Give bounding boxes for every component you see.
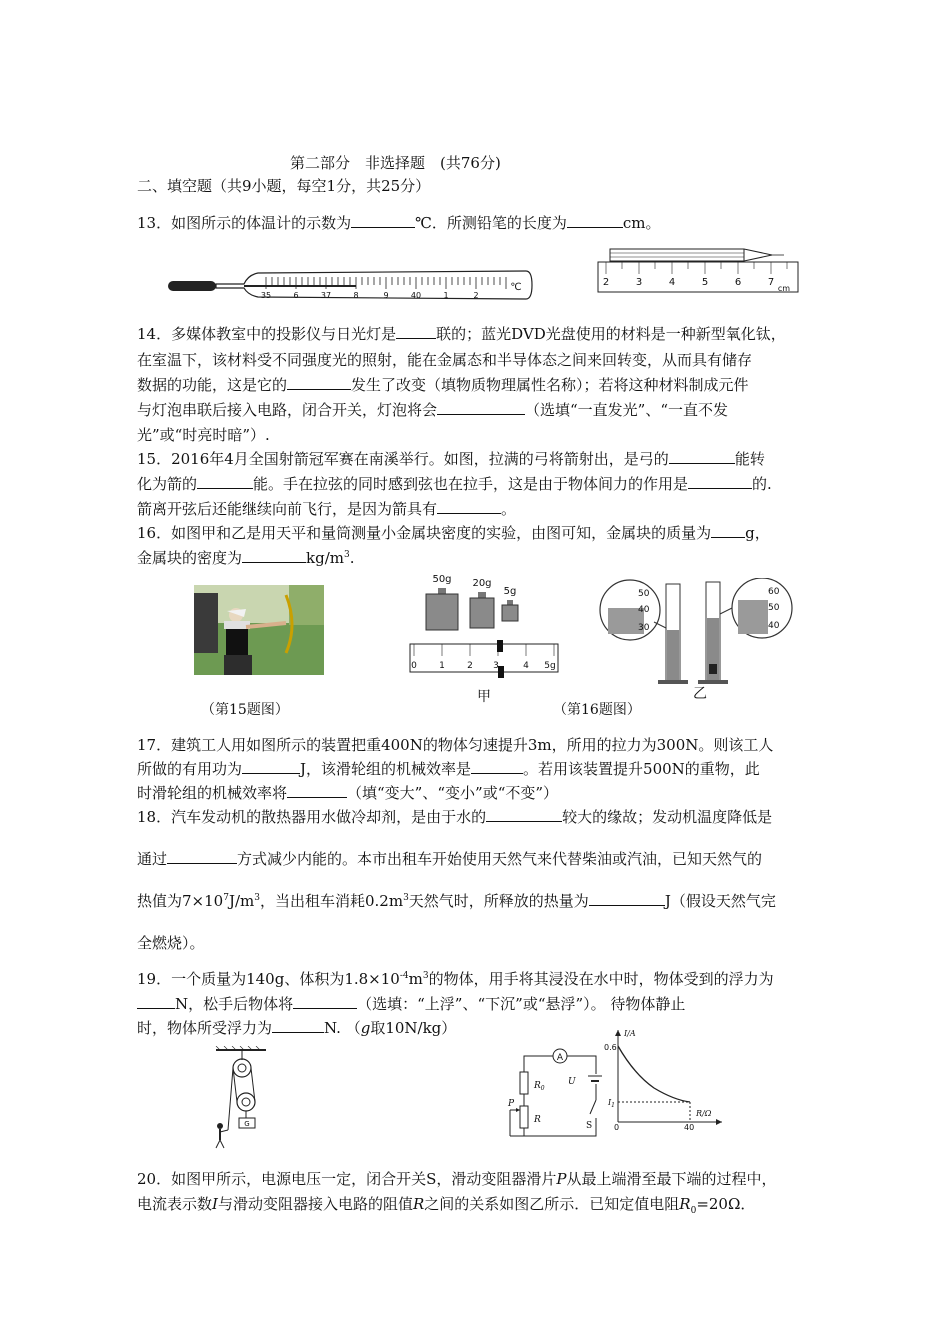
question-19-line-3: 时，物体所受浮力为 N. （g取10N/kg） [137, 1019, 457, 1037]
question-20-line-1: 20．如图甲所示，电源电压一定，闭合开关S，滑动变阻器滑片P从最上端滑至最下端的过程中， [137, 1170, 777, 1188]
ruler-tick: 5 [701, 277, 709, 288]
pulley-figure [206, 1046, 276, 1150]
thermometer-tick: 35 [260, 291, 272, 300]
thermometer-figure [166, 265, 536, 307]
ruler-tick: 7 [767, 277, 775, 288]
balance-tick: 4 [523, 661, 529, 671]
thermometer-tick: 1 [443, 291, 449, 300]
section-title: 二、填空题（共9小题，每空1分，共25分） [137, 177, 431, 195]
balance-tick: 0 [411, 661, 417, 671]
thermometer-tick: 8 [353, 291, 359, 300]
question-16-line-2: 金属块的密度为 $kg/m^3$. [137, 549, 355, 567]
thermometer-tick: 40 [410, 291, 422, 300]
question-18-line-1: 18．汽车发动机的散热器用水做冷却剂，是由于水的 较大的缘故；发动机温度降低是 [137, 808, 773, 826]
figure-15-caption: （第15题图） [201, 702, 289, 718]
question-14-line-3: 数据的功能，这是它的 发生了改变（填物质物理属性名称）；若将这种材料制成元件 [137, 376, 749, 394]
question-18-line-2: 通过 方式减少内能的。本市出租车开始使用天然气来代替柴油或汽油，已知天然气的 [137, 850, 763, 868]
question-19-line-1: 19．一个质量为140g、体积为$1.8\times 10^{-4}m^3$的物体，用手将其浸没在水中时，物体受到的浮力为 [137, 970, 774, 988]
answer-blank[interactable] [287, 375, 351, 390]
question-14-line-2: 在室温下，该材料受不同强度光的照射，能在金属态和半导体态之间来回转变，从而具有储存 [137, 351, 753, 369]
answer-blank[interactable] [396, 324, 436, 339]
y-tick: 0.6 [604, 1043, 617, 1052]
cylinder-2-tick: 40 [768, 621, 780, 631]
origin-label: 0 [614, 1123, 620, 1130]
y-mark: $I_1$ [608, 1098, 615, 1109]
question-17-line-3: 时滑轮组的机械效率将 （填“变大”、“变小”或“不变”） [137, 784, 559, 802]
answer-blank[interactable] [711, 523, 745, 538]
question-14-line-1: 14．多媒体教室中的投影仪与日光灯是 联的；蓝光DVD光盘使用的材料是一种新型氧化钛， [137, 325, 786, 343]
question-17-line-2: 所做的有用功为 J，该滑轮组的机械效率是 。若用该装置提升500N的重物，此 [137, 760, 760, 778]
cylinder-1-tick: 40 [638, 605, 650, 615]
y-axis-label: I/A [624, 1029, 636, 1038]
thermometer-tick: 9 [383, 291, 389, 300]
weight-label: 50g [432, 574, 452, 585]
ruler-unit: cm [777, 284, 791, 293]
question-13: 13．如图所示的体温计的示数为 ℃．所测铅笔的长度为 cm。 [137, 214, 661, 232]
answer-blank[interactable] [688, 474, 752, 489]
answer-blank[interactable] [351, 213, 415, 228]
cylinder-1-tick: 30 [638, 623, 650, 633]
answer-blank[interactable] [242, 548, 306, 563]
x-axis-label: R/Ω [696, 1109, 712, 1118]
answer-blank[interactable] [242, 759, 300, 774]
balance-figure [404, 572, 564, 682]
cylinder-2-tick: 50 [768, 603, 780, 613]
slider-label: P [508, 1099, 515, 1109]
switch-label: S [586, 1121, 593, 1131]
question-15-line-2: 化为箭的 能。手在拉弦的同时感到弦也在拉手，这是由于物体间力的作用是 的. [137, 475, 772, 493]
question-18-line-3: 热值为$7\times 10^7J/m^3$，当出租车消耗$0.2m^3$天然气时，所释放的热量为 J（假设天然气完 [137, 892, 776, 910]
ruler-tick: 6 [734, 277, 742, 288]
r0-label: $R_0$ [534, 1081, 545, 1092]
cylinder-1-tick: 50 [638, 589, 650, 599]
figure-16-caption: （第16题图） [553, 702, 641, 718]
thermometer-tick: 2 [473, 291, 479, 300]
answer-blank[interactable] [471, 759, 523, 774]
voltage-label: U [568, 1077, 576, 1087]
weight-label: 5g [503, 586, 517, 597]
question-19-line-2: N，松手后物体将 （选填：“上浮”、“下沉”或“悬浮”）。 待物体静止 [137, 994, 685, 1014]
rheostat-label: R [534, 1115, 541, 1125]
answer-blank[interactable] [589, 891, 665, 906]
answer-blank[interactable] [287, 783, 347, 798]
question-17-line-1: 17．建筑工人用如图所示的装置把重400N的物体匀速提升3m，所用的拉力为300N。则该工人 [137, 736, 774, 754]
cylinder-2-tick: 60 [768, 587, 780, 597]
ruler-tick: 2 [602, 277, 610, 288]
label-jia: 甲 [477, 689, 491, 705]
balance-tick: 5g [544, 661, 556, 671]
question-16-line-1: 16．如图甲和乙是用天平和量筒测量小金属块密度的实验，由图可知，金属块的质量为 g， [137, 524, 770, 542]
pencil-ruler-figure [594, 245, 804, 297]
current-resistance-graph [604, 1026, 728, 1130]
question-14-line-5: 光”或“时亮时暗”）. [137, 426, 270, 444]
circuit-diagram [506, 1048, 606, 1140]
question-15-line-3: 箭离开弦后还能继续向前飞行，是因为箭具有 。 [137, 500, 517, 518]
thermometer-unit: ℃ [510, 282, 522, 293]
cylinders-figure [596, 578, 836, 686]
archer-photo [194, 585, 324, 675]
answer-blank[interactable] [437, 400, 525, 415]
balance-tick: 3 [493, 661, 499, 671]
answer-blank[interactable] [486, 807, 562, 822]
answer-blank[interactable] [197, 474, 253, 489]
answer-blank[interactable] [669, 449, 735, 464]
question-14-line-4: 与灯泡串联后接入电路，闭合开关，灯泡将会 （选填“一直发光”、“一直不发 [137, 401, 729, 419]
ruler-tick: 3 [635, 277, 643, 288]
question-20-line-2: 电流表示数I与滑动变阻器接入电路的阻值R之间的关系如图乙所示．已知定值电阻$R_0=20\Omega$． [137, 1195, 756, 1216]
question-18-line-4: 全燃烧）。 [137, 934, 205, 952]
weight-label: 20g [472, 578, 492, 589]
answer-blank[interactable] [137, 994, 175, 1009]
thermometer-tick: 37 [320, 291, 332, 300]
balance-tick: 2 [467, 661, 473, 671]
answer-blank[interactable] [567, 213, 623, 228]
label-yi: 乙 [693, 686, 707, 702]
section-header: 第二部分 非选择题 (共76分) [290, 154, 501, 172]
balance-tick: 1 [439, 661, 445, 671]
weight-label: G [244, 1120, 250, 1128]
question-15-line-1: 15．2016年4月全国射箭冠军赛在南溪举行。如图，拉满的弓将箭射出，是弓的 能转 [137, 450, 765, 468]
answer-blank[interactable] [167, 849, 237, 864]
ruler-tick: 4 [668, 277, 676, 288]
answer-blank[interactable] [272, 1018, 324, 1033]
answer-blank[interactable] [437, 499, 501, 514]
x-tick: 40 [684, 1123, 695, 1130]
answer-blank[interactable] [293, 994, 357, 1009]
thermometer-tick: 6 [293, 291, 299, 300]
ammeter-label: A [556, 1053, 564, 1063]
